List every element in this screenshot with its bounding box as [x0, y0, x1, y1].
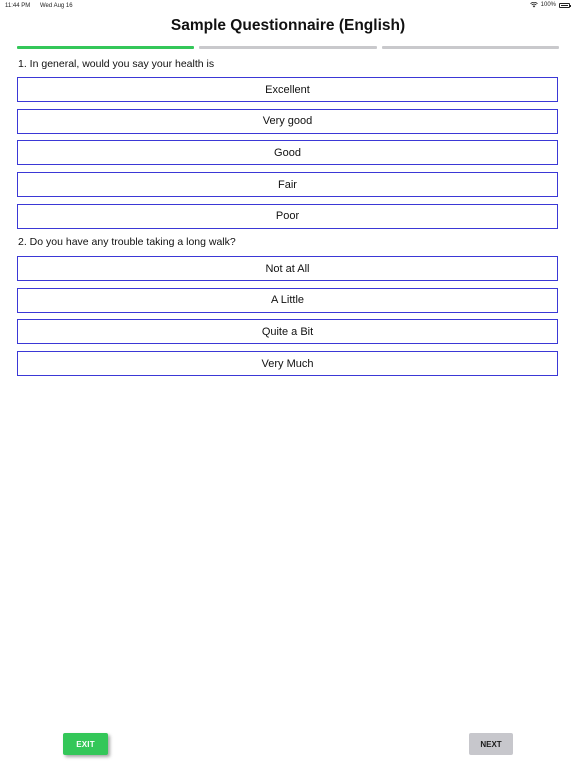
- progress-step-2: [199, 46, 376, 49]
- question-1-options: [17, 77, 558, 235]
- question-1-text: 1. In general, would you say your health is: [18, 58, 215, 70]
- status-time: 11:44 PM: [5, 3, 31, 9]
- status-date: Wed Aug 16: [40, 3, 73, 9]
- exit-button[interactable]: EXIT: [63, 733, 108, 755]
- progress-step-1: [17, 46, 194, 49]
- progress-step-3: [382, 46, 559, 49]
- status-indicators: [530, 2, 570, 8]
- option-very-much[interactable]: Very Much: [17, 351, 558, 376]
- page-title: Sample Questionnaire (English): [170, 17, 406, 34]
- option-fair[interactable]: Fair: [17, 172, 558, 197]
- option-quite-a-bit[interactable]: Quite a Bit: [17, 319, 558, 344]
- option-a-little[interactable]: A Little: [17, 288, 558, 313]
- option-poor[interactable]: Poor: [17, 204, 558, 229]
- next-button[interactable]: NEXT: [469, 733, 513, 755]
- option-very-good[interactable]: Very good: [17, 109, 558, 134]
- battery-icon: [559, 3, 570, 8]
- question-2-text: 2. Do you have any trouble taking a long walk?: [18, 236, 236, 248]
- option-good[interactable]: Good: [17, 140, 558, 165]
- status-bar: [0, 0, 576, 12]
- option-not-at-all[interactable]: Not at All: [17, 256, 558, 281]
- option-excellent[interactable]: Excellent: [17, 77, 558, 102]
- question-2-options: [17, 256, 558, 383]
- battery-percent: 100%: [540, 2, 556, 8]
- wifi-icon: [530, 2, 538, 8]
- progress-indicator: [17, 46, 559, 50]
